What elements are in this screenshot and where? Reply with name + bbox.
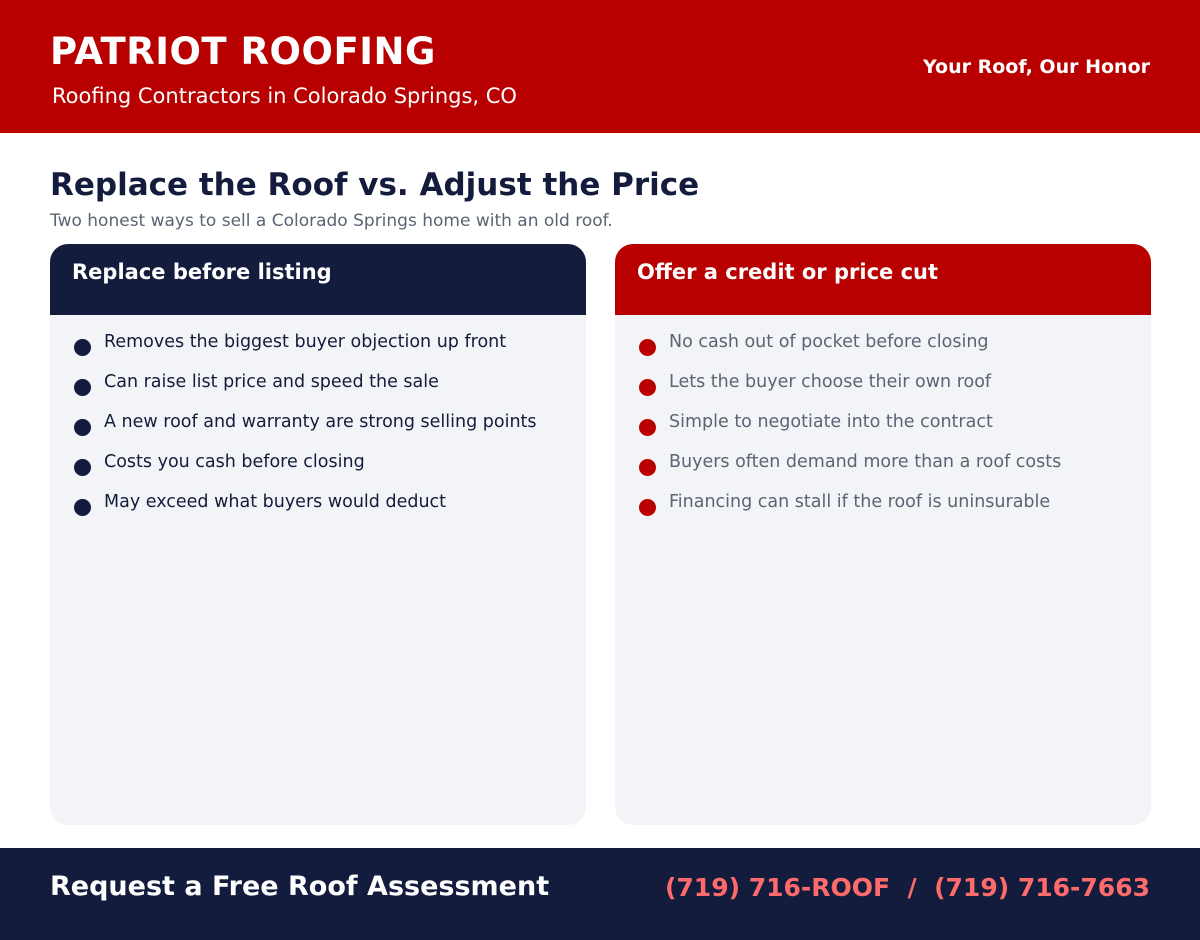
bullet-icon (74, 339, 91, 356)
phone-numeric-link[interactable]: (719) 716-7663 (934, 873, 1150, 902)
page-subtitle: Two honest ways to sell a Colorado Springs home with an old roof. (50, 211, 613, 231)
replace-card-heading: Replace before listing (50, 244, 586, 315)
list-item (639, 491, 1151, 531)
bullet-icon (74, 459, 91, 476)
phone-vanity-link[interactable]: (719) 716-ROOF (664, 873, 891, 902)
bullet-icon (74, 499, 91, 516)
header-banner (0, 0, 1200, 133)
bullet-icon (74, 379, 91, 396)
page-title: Replace the Roof vs. Adjust the Price (50, 167, 700, 203)
bullet-icon (639, 379, 656, 396)
list-item-text: Financing can stall if the roof is uninsurable (669, 492, 1051, 512)
bullet-icon (639, 499, 656, 516)
list-item-text: Removes the biggest buyer objection up front (104, 332, 507, 352)
replace-card (50, 244, 586, 825)
list-item (74, 451, 586, 491)
credit-card (615, 244, 1151, 825)
list-item-text: Lets the buyer choose their own roof (669, 372, 992, 392)
phone-numbers (665, 873, 1150, 903)
credit-card-list (615, 315, 1151, 531)
list-item-text: Buyers often demand more than a roof costs (669, 452, 1062, 472)
phone-separator: / (907, 873, 917, 902)
list-item-text: Costs you cash before closing (104, 452, 365, 472)
list-item-text: Can raise list price and speed the sale (104, 372, 439, 392)
list-item-text: A new roof and warranty are strong selling points (104, 412, 537, 432)
bullet-icon (74, 419, 91, 436)
list-item (74, 331, 586, 371)
credit-card-heading: Offer a credit or price cut (615, 244, 1151, 315)
list-item-text: May exceed what buyers would deduct (104, 492, 447, 512)
tagline: Your Roof, Our Honor (923, 56, 1150, 78)
list-item (639, 371, 1151, 411)
brand-subtitle: Roofing Contractors in Colorado Springs, CO (52, 84, 517, 108)
bullet-icon (639, 459, 656, 476)
cta-text[interactable]: Request a Free Roof Assessment (50, 871, 550, 902)
list-item (639, 331, 1151, 371)
list-item-text: Simple to negotiate into the contract (669, 412, 993, 432)
footer-bar (0, 848, 1200, 940)
bullet-icon (639, 419, 656, 436)
list-item-text: No cash out of pocket before closing (669, 332, 989, 352)
brand-name: PATRIOT ROOFING (50, 30, 436, 73)
list-item (74, 491, 586, 531)
bullet-icon (639, 339, 656, 356)
list-item (74, 371, 586, 411)
replace-card-list (50, 315, 586, 531)
list-item (639, 411, 1151, 451)
list-item (74, 411, 586, 451)
list-item (639, 451, 1151, 491)
